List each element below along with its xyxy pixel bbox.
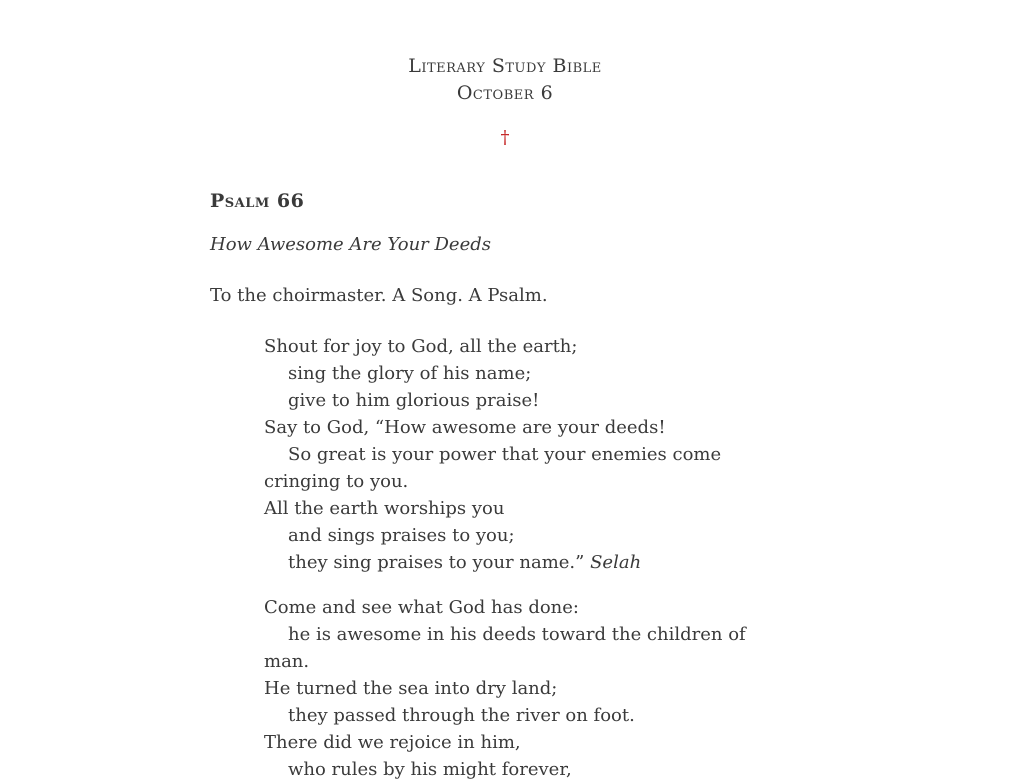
cross-icon: † [500, 127, 510, 148]
verse-line: He turned the sea into dry land; [264, 678, 558, 699]
verse-line: give to him glorious praise! [288, 390, 540, 411]
verse-line: So great is your power that your enemies come cringing to you. [264, 444, 722, 492]
stanza-2 [264, 594, 770, 783]
verse-line: There did we rejoice in him, [264, 732, 521, 753]
verse-line: who rules by his might forever, [288, 759, 572, 780]
reading-content [210, 188, 770, 783]
stanza-1 [264, 333, 770, 576]
psalm-subtitle: How Awesome Are Your Deeds [210, 234, 491, 255]
book-title: Literary Study Bible [408, 55, 602, 77]
psalm-title: Psalm 66 [210, 190, 305, 212]
verse-line: Say to God, “How awesome are your deeds! [264, 417, 666, 438]
verse-line: they passed through the river on foot. [288, 705, 635, 726]
verse-line: sing the glory of his name; [288, 363, 532, 384]
verse-line [264, 549, 770, 576]
verse-line: and sings praises to you; [288, 525, 515, 546]
verse-line: All the earth worships you [264, 498, 505, 519]
verse-line: Come and see what God has done: [264, 597, 579, 618]
psalm-superscription: To the choirmaster. A Song. A Psalm. [210, 285, 548, 306]
reading-date: October 6 [456, 82, 554, 104]
page-header [0, 53, 1010, 107]
verse-line: he is awesome in his deeds toward the children of man. [264, 624, 746, 672]
selah-marker: Selah [590, 552, 642, 573]
verse-text: they sing praises to your name.” [288, 552, 585, 573]
verse-line: Shout for joy to God, all the earth; [264, 336, 578, 357]
